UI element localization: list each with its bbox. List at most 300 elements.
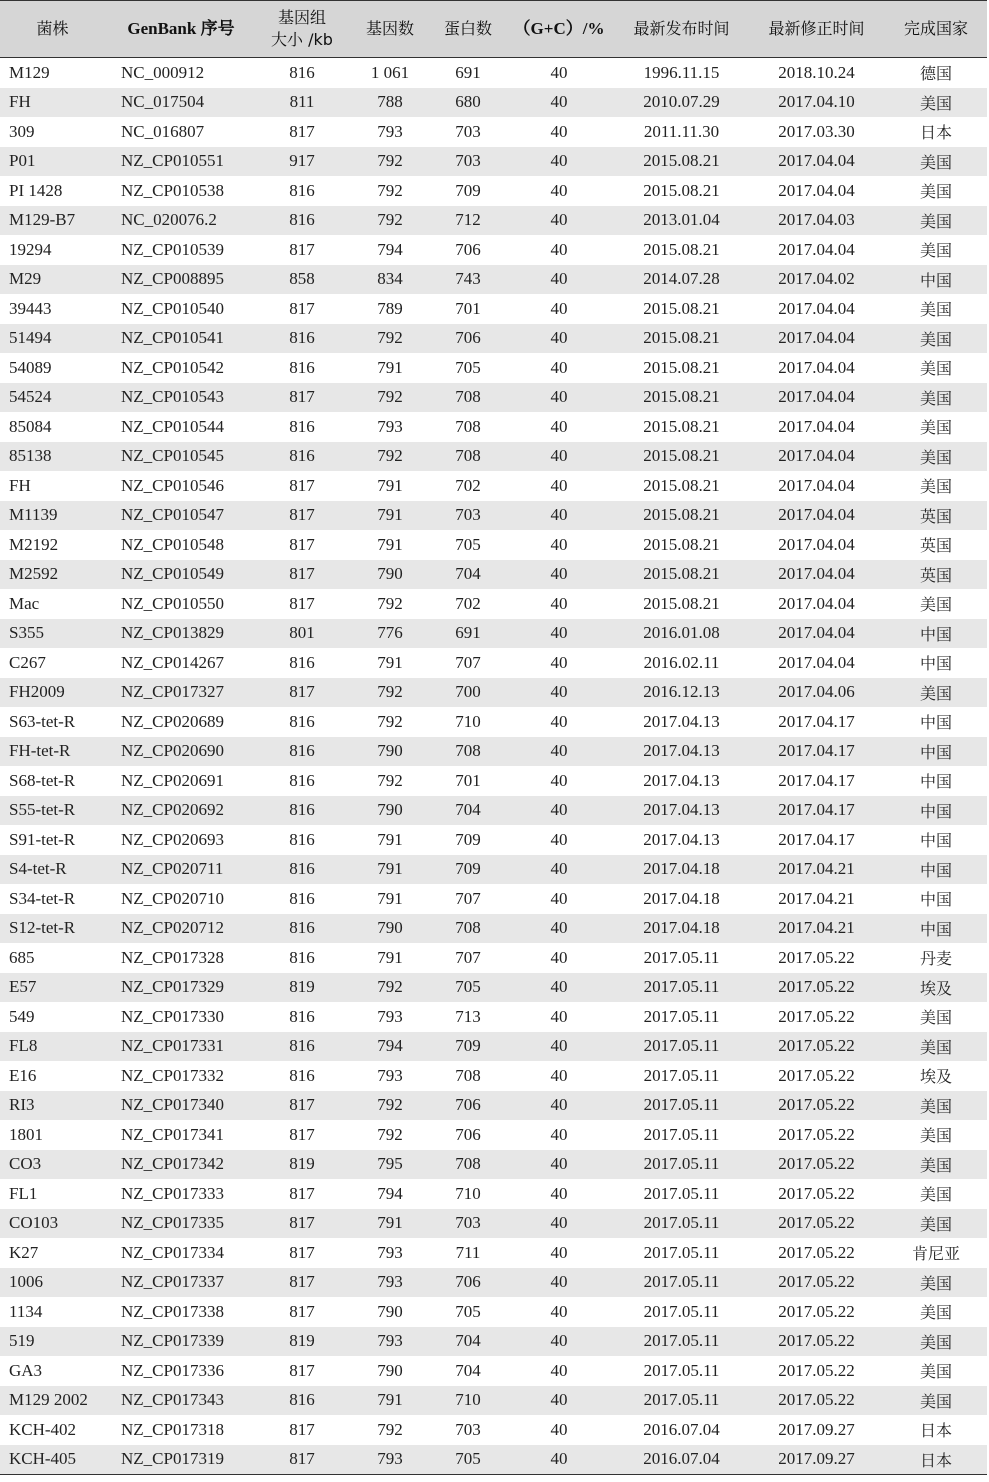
cell-country: 美国 <box>885 383 987 413</box>
cell-modified-date: 2017.04.04 <box>778 475 855 495</box>
cell-release-date: 2017.05.11 <box>615 1032 748 1062</box>
cell-genome-size: 816 <box>257 1386 347 1416</box>
cell-protein-count: 705 <box>455 357 481 377</box>
cell-genbank: NZ_CP017335 <box>105 1209 257 1239</box>
cell-genome-size: 816 <box>257 855 347 885</box>
table-row <box>0 943 987 973</box>
header-protein-count: 蛋白数 <box>433 1 503 58</box>
cell-gene-count: 791 <box>347 855 433 885</box>
cell-release-date: 2017.05.11 <box>643 1242 720 1262</box>
cell-modified-date: 2017.05.22 <box>748 973 885 1003</box>
cell-gc-content: 40 <box>503 737 615 767</box>
cell-genbank: NZ_CP017327 <box>105 678 257 708</box>
table-row <box>0 58 987 88</box>
cell-country: 美国 <box>919 182 952 202</box>
cell-strain: C267 <box>9 652 46 672</box>
cell-gc-content: 40 <box>503 855 615 885</box>
cell-modified-date: 2017.04.17 <box>778 711 855 731</box>
cell-gene-count: 791 <box>377 534 403 554</box>
cell-genome-size: 817 <box>257 1268 347 1298</box>
cell-release-date: 2014.07.28 <box>615 265 748 295</box>
cell-gc-content: 40 <box>550 121 568 141</box>
cell-gene-count: 792 <box>377 711 403 731</box>
table-row <box>0 206 987 236</box>
cell-protein-count: 708 <box>433 914 503 944</box>
cell-country: 美国 <box>919 300 952 320</box>
cell-protein-count: 709 <box>455 180 481 200</box>
cell-protein-count: 708 <box>433 1150 503 1180</box>
cell-strain: S12-tet-R <box>0 914 105 944</box>
cell-gc-content: 40 <box>503 1268 615 1298</box>
cell-country: 美国 <box>919 418 952 438</box>
cell-strain: FL8 <box>0 1032 105 1062</box>
cell-modified-date: 2017.04.03 <box>748 206 885 236</box>
cell-release-date: 2015.08.21 <box>615 442 748 472</box>
table-row <box>0 1415 987 1445</box>
cell-country: 美国 <box>885 88 987 118</box>
table-row <box>0 235 987 265</box>
cell-genbank: NZ_CP020689 <box>121 711 224 731</box>
table-row <box>0 383 987 413</box>
table-row <box>0 1268 987 1298</box>
cell-genome-size: 816 <box>289 180 315 200</box>
cell-protein-count: 707 <box>455 947 481 967</box>
cell-genome-size: 817 <box>257 560 347 590</box>
cell-gc-content: 40 <box>503 1327 615 1357</box>
cell-release-date: 2016.01.08 <box>615 619 748 649</box>
table-header-row <box>0 1 987 58</box>
table-row <box>0 914 987 944</box>
table-row <box>0 707 987 737</box>
cell-genome-size: 817 <box>289 239 315 259</box>
cell-release-date: 2015.08.21 <box>643 357 720 377</box>
cell-protein-count: 707 <box>455 888 481 908</box>
table-row <box>0 973 987 1003</box>
cell-modified-date: 2017.05.22 <box>778 1124 855 1144</box>
cell-release-date: 2015.08.21 <box>615 324 748 354</box>
cell-gc-content: 40 <box>550 829 568 849</box>
cell-protein-count: 713 <box>455 1006 481 1026</box>
cell-gene-count: 792 <box>377 593 403 613</box>
cell-protein-count: 703 <box>455 121 481 141</box>
cell-gene-count: 793 <box>377 1006 403 1026</box>
cell-genbank: NZ_CP010541 <box>105 324 257 354</box>
cell-genome-size: 816 <box>289 1065 315 1085</box>
cell-genome-size: 816 <box>289 711 315 731</box>
cell-genome-size: 816 <box>289 62 315 82</box>
cell-gene-count: 793 <box>377 416 403 436</box>
cell-strain: M2192 <box>9 534 59 554</box>
cell-gene-count: 793 <box>347 1268 433 1298</box>
cell-gc-content: 40 <box>503 973 615 1003</box>
cell-gc-content: 40 <box>550 1301 568 1321</box>
cell-gc-content: 40 <box>503 914 615 944</box>
header-release-date: 最新发布时间 <box>615 1 748 58</box>
table-row <box>0 589 987 619</box>
cell-protein-count: 703 <box>433 147 503 177</box>
cell-release-date: 2017.05.11 <box>615 1091 748 1121</box>
cell-strain: RI3 <box>0 1091 105 1121</box>
cell-gc-content: 40 <box>503 147 615 177</box>
cell-gene-count: 791 <box>347 501 433 531</box>
cell-strain: PI 1428 <box>9 180 63 200</box>
cell-genbank: NZ_CP008895 <box>105 265 257 295</box>
cell-modified-date: 2017.04.17 <box>778 770 855 790</box>
cell-genome-size: 817 <box>289 475 315 495</box>
cell-country: 美国 <box>885 1209 987 1239</box>
cell-genbank: NZ_CP010538 <box>121 180 224 200</box>
cell-country: 日本 <box>919 1421 952 1441</box>
table-row <box>0 176 987 206</box>
cell-gene-count: 791 <box>377 947 403 967</box>
cell-protein-count: 709 <box>433 855 503 885</box>
cell-release-date: 2015.08.21 <box>615 501 748 531</box>
cell-protein-count: 708 <box>455 1065 481 1085</box>
cell-gene-count: 791 <box>347 1209 433 1239</box>
cell-strain: 39443 <box>9 298 52 318</box>
cell-genbank: NC_016807 <box>121 121 205 141</box>
cell-release-date: 2015.08.21 <box>643 475 720 495</box>
cell-modified-date: 2017.04.04 <box>748 383 885 413</box>
table-row <box>0 442 987 472</box>
cell-protein-count: 743 <box>433 265 503 295</box>
cell-gene-count: 790 <box>347 914 433 944</box>
cell-modified-date: 2017.04.10 <box>748 88 885 118</box>
cell-genbank: NC_020076.2 <box>105 206 257 236</box>
cell-modified-date: 2017.05.22 <box>748 1386 885 1416</box>
cell-strain: 309 <box>9 121 35 141</box>
cell-protein-count: 680 <box>433 88 503 118</box>
cell-genbank: NZ_CP010551 <box>105 147 257 177</box>
table-body <box>0 58 987 1475</box>
cell-release-date: 2017.05.11 <box>615 973 748 1003</box>
cell-modified-date: 2017.04.04 <box>778 652 855 672</box>
cell-modified-date: 2017.05.22 <box>778 1183 855 1203</box>
cell-strain: S63-tet-R <box>9 711 76 731</box>
cell-genbank: NZ_CP020712 <box>105 914 257 944</box>
cell-genbank: NZ_CP017334 <box>121 1242 224 1262</box>
header-strain: 菌株 <box>0 1 105 58</box>
cell-gc-content: 40 <box>550 888 568 908</box>
cell-genbank: NZ_CP010547 <box>105 501 257 531</box>
cell-gc-content: 40 <box>503 560 615 590</box>
header-genome-size: 基因组 大小 /kb <box>257 1 347 58</box>
cell-country: 埃及 <box>885 973 987 1003</box>
cell-release-date: 2017.05.11 <box>643 1006 720 1026</box>
cell-genome-size: 816 <box>257 324 347 354</box>
table-row <box>0 147 987 177</box>
cell-genbank: NZ_CP020690 <box>105 737 257 767</box>
cell-gc-content: 40 <box>503 1209 615 1239</box>
cell-release-date: 2017.05.11 <box>643 1183 720 1203</box>
cell-gene-count: 793 <box>347 1445 433 1475</box>
cell-genome-size: 816 <box>257 914 347 944</box>
cell-protein-count: 705 <box>433 973 503 1003</box>
cell-strain: FH-tet-R <box>0 737 105 767</box>
table-row <box>0 1150 987 1180</box>
cell-country: 中国 <box>885 265 987 295</box>
cell-genbank: NZ_CP010544 <box>121 416 224 436</box>
cell-modified-date: 2017.04.17 <box>778 829 855 849</box>
cell-gc-content: 40 <box>550 711 568 731</box>
cell-protein-count: 705 <box>455 534 481 554</box>
cell-country: 中国 <box>919 713 952 733</box>
cell-modified-date: 2017.05.22 <box>778 1360 855 1380</box>
header-country: 完成国家 <box>885 1 987 58</box>
cell-genbank: NC_017504 <box>105 88 257 118</box>
cell-gc-content: 40 <box>550 62 568 82</box>
cell-genbank: NZ_CP017330 <box>121 1006 224 1026</box>
cell-gc-content: 40 <box>550 534 568 554</box>
cell-gene-count: 793 <box>377 1065 403 1085</box>
cell-genome-size: 817 <box>289 121 315 141</box>
cell-country: 美国 <box>919 595 952 615</box>
cell-gc-content: 40 <box>503 383 615 413</box>
cell-genome-size: 819 <box>257 1327 347 1357</box>
cell-gene-count: 792 <box>347 383 433 413</box>
cell-release-date: 2015.08.21 <box>615 560 748 590</box>
cell-gene-count: 792 <box>347 1091 433 1121</box>
cell-gc-content: 40 <box>503 1445 615 1475</box>
cell-release-date: 2015.08.21 <box>643 298 720 318</box>
cell-protein-count: 691 <box>455 62 481 82</box>
cell-country: 美国 <box>919 1185 952 1205</box>
cell-gene-count: 790 <box>377 1301 403 1321</box>
cell-release-date: 2016.02.11 <box>643 652 720 672</box>
cell-genome-size: 817 <box>289 1419 315 1439</box>
cell-modified-date: 2017.04.17 <box>748 796 885 826</box>
cell-protein-count: 706 <box>455 1124 481 1144</box>
cell-gc-content: 40 <box>503 796 615 826</box>
cell-release-date: 2015.08.21 <box>643 534 720 554</box>
cell-genome-size: 817 <box>289 1183 315 1203</box>
cell-modified-date: 2017.05.22 <box>778 1006 855 1026</box>
cell-protein-count: 705 <box>433 1445 503 1475</box>
cell-protein-count: 704 <box>433 1327 503 1357</box>
cell-genome-size: 819 <box>257 973 347 1003</box>
cell-release-date: 2017.05.11 <box>615 1209 748 1239</box>
cell-gene-count: 794 <box>377 1183 403 1203</box>
cell-gene-count: 791 <box>377 652 403 672</box>
cell-genome-size: 816 <box>257 737 347 767</box>
cell-country: 英国 <box>885 501 987 531</box>
cell-release-date: 2015.08.21 <box>615 147 748 177</box>
cell-genbank: NZ_CP017328 <box>121 947 224 967</box>
cell-country: 美国 <box>885 324 987 354</box>
cell-genbank: NZ_CP010546 <box>121 475 224 495</box>
cell-genome-size: 817 <box>289 593 315 613</box>
cell-gc-content: 40 <box>503 1091 615 1121</box>
cell-modified-date: 2017.04.17 <box>748 737 885 767</box>
cell-protein-count: 706 <box>433 1268 503 1298</box>
cell-modified-date: 2017.05.22 <box>778 1301 855 1321</box>
cell-genome-size: 816 <box>257 206 347 236</box>
cell-gc-content: 40 <box>503 619 615 649</box>
cell-genbank: NZ_CP010543 <box>105 383 257 413</box>
cell-modified-date: 2017.05.22 <box>748 1268 885 1298</box>
cell-release-date: 2015.08.21 <box>615 383 748 413</box>
cell-protein-count: 710 <box>455 711 481 731</box>
cell-release-date: 2013.01.04 <box>615 206 748 236</box>
table-row <box>0 324 987 354</box>
cell-genbank: NZ_CP017333 <box>121 1183 224 1203</box>
cell-gene-count: 791 <box>377 475 403 495</box>
cell-protein-count: 703 <box>455 1419 481 1439</box>
table-row <box>0 117 987 147</box>
cell-gene-count: 792 <box>347 206 433 236</box>
cell-gene-count: 790 <box>377 1360 403 1380</box>
cell-country: 中国 <box>885 914 987 944</box>
cell-genome-size: 816 <box>257 796 347 826</box>
cell-gene-count: 792 <box>377 770 403 790</box>
cell-gene-count: 791 <box>347 1386 433 1416</box>
cell-genome-size: 858 <box>257 265 347 295</box>
cell-gc-content: 40 <box>550 239 568 259</box>
cell-release-date: 2017.05.11 <box>643 1124 720 1144</box>
cell-genbank: NZ_CP020710 <box>121 888 224 908</box>
cell-gene-count: 792 <box>377 1124 403 1144</box>
cell-modified-date: 2017.05.22 <box>778 1242 855 1262</box>
cell-gene-count: 793 <box>377 121 403 141</box>
cell-country: 中国 <box>919 654 952 674</box>
table-row <box>0 294 987 324</box>
cell-gc-content: 40 <box>550 475 568 495</box>
cell-genbank: NZ_CP017343 <box>105 1386 257 1416</box>
cell-release-date: 2016.12.13 <box>615 678 748 708</box>
cell-country: 美国 <box>919 1303 952 1323</box>
cell-genome-size: 817 <box>257 383 347 413</box>
cell-release-date: 1996.11.15 <box>643 62 720 82</box>
cell-strain: S91-tet-R <box>9 829 76 849</box>
cell-protein-count: 706 <box>455 239 481 259</box>
cell-modified-date: 2017.04.21 <box>748 914 885 944</box>
cell-modified-date: 2017.03.30 <box>778 121 855 141</box>
cell-genbank: NZ_CP010550 <box>121 593 224 613</box>
table-row <box>0 796 987 826</box>
table-row <box>0 1445 987 1475</box>
cell-strain: K27 <box>9 1242 39 1262</box>
cell-genome-size: 811 <box>257 88 347 118</box>
table-row <box>0 884 987 914</box>
cell-country: 美国 <box>919 1008 952 1028</box>
cell-country: 美国 <box>885 147 987 177</box>
cell-country: 美国 <box>885 1327 987 1357</box>
cell-genome-size: 817 <box>257 501 347 531</box>
table-row <box>0 530 987 560</box>
table-row <box>0 560 987 590</box>
header-gene-count: 基因数 <box>347 1 433 58</box>
cell-genome-size: 817 <box>289 534 315 554</box>
cell-strain: E16 <box>9 1065 37 1085</box>
cell-gc-content: 40 <box>550 1183 568 1203</box>
cell-genome-size: 816 <box>289 947 315 967</box>
cell-genome-size: 817 <box>289 1301 315 1321</box>
cell-modified-date: 2017.04.04 <box>778 593 855 613</box>
cell-strain: E57 <box>0 973 105 1003</box>
cell-country: 美国 <box>885 1150 987 1180</box>
cell-country: 英国 <box>885 560 987 590</box>
cell-genbank: NZ_CP017319 <box>105 1445 257 1475</box>
cell-modified-date: 2017.04.04 <box>748 442 885 472</box>
cell-modified-date: 2018.10.24 <box>778 62 855 82</box>
cell-gene-count: 794 <box>347 1032 433 1062</box>
cell-country: 美国 <box>919 1362 952 1382</box>
cell-genbank: NZ_CP017337 <box>105 1268 257 1298</box>
cell-modified-date: 2017.04.04 <box>778 239 855 259</box>
cell-genbank: NZ_CP014267 <box>121 652 224 672</box>
cell-strain: M1139 <box>0 501 105 531</box>
cell-modified-date: 2017.05.22 <box>778 1065 855 1085</box>
table-row <box>0 88 987 118</box>
cell-country: 美国 <box>919 241 952 261</box>
cell-release-date: 2017.04.13 <box>615 796 748 826</box>
cell-genome-size: 817 <box>257 1445 347 1475</box>
cell-release-date: 2017.04.18 <box>615 914 748 944</box>
cell-release-date: 2017.04.13 <box>643 829 720 849</box>
cell-modified-date: 2017.04.04 <box>778 534 855 554</box>
cell-modified-date: 2017.04.21 <box>748 855 885 885</box>
cell-gene-count: 793 <box>377 1242 403 1262</box>
table-row <box>0 678 987 708</box>
cell-protein-count: 709 <box>433 1032 503 1062</box>
cell-release-date: 2017.05.11 <box>643 1360 720 1380</box>
cell-protein-count: 706 <box>433 324 503 354</box>
cell-genome-size: 817 <box>289 1242 315 1262</box>
cell-protein-count: 707 <box>455 652 481 672</box>
cell-country: 中国 <box>885 737 987 767</box>
cell-modified-date: 2017.04.04 <box>748 619 885 649</box>
cell-genome-size: 817 <box>289 1360 315 1380</box>
cell-protein-count: 691 <box>433 619 503 649</box>
cell-gene-count: 793 <box>347 1327 433 1357</box>
table-row <box>0 1297 987 1327</box>
cell-release-date: 2017.05.11 <box>643 1065 720 1085</box>
cell-release-date: 2017.04.13 <box>615 737 748 767</box>
cell-country: 美国 <box>885 678 987 708</box>
cell-gene-count: 791 <box>377 888 403 908</box>
cell-gene-count: 792 <box>377 1419 403 1439</box>
cell-genome-size: 817 <box>289 298 315 318</box>
cell-genome-size: 819 <box>257 1150 347 1180</box>
cell-strain: 1801 <box>9 1124 43 1144</box>
cell-gc-content: 40 <box>550 947 568 967</box>
cell-release-date: 2017.05.11 <box>615 1386 748 1416</box>
cell-gc-content: 40 <box>550 1006 568 1026</box>
cell-strain: FH <box>9 475 31 495</box>
cell-gene-count: 790 <box>347 560 433 590</box>
cell-gc-content: 40 <box>550 1360 568 1380</box>
cell-protein-count: 708 <box>455 416 481 436</box>
table-row <box>0 1120 987 1150</box>
table-row <box>0 855 987 885</box>
cell-gene-count: 791 <box>377 357 403 377</box>
cell-genome-size: 817 <box>257 1209 347 1239</box>
cell-genome-size: 801 <box>257 619 347 649</box>
table-row <box>0 619 987 649</box>
cell-country: 中国 <box>919 772 952 792</box>
cell-gc-content: 40 <box>503 1150 615 1180</box>
cell-protein-count: 706 <box>433 1091 503 1121</box>
cell-genome-size: 816 <box>257 1032 347 1062</box>
cell-genbank: NZ_CP010548 <box>121 534 224 554</box>
cell-gc-content: 40 <box>550 770 568 790</box>
cell-protein-count: 704 <box>455 1360 481 1380</box>
cell-gene-count: 792 <box>377 180 403 200</box>
cell-release-date: 2017.05.11 <box>615 1150 748 1180</box>
cell-gc-content: 40 <box>503 206 615 236</box>
cell-modified-date: 2017.09.27 <box>748 1445 885 1475</box>
cell-protein-count: 704 <box>433 796 503 826</box>
